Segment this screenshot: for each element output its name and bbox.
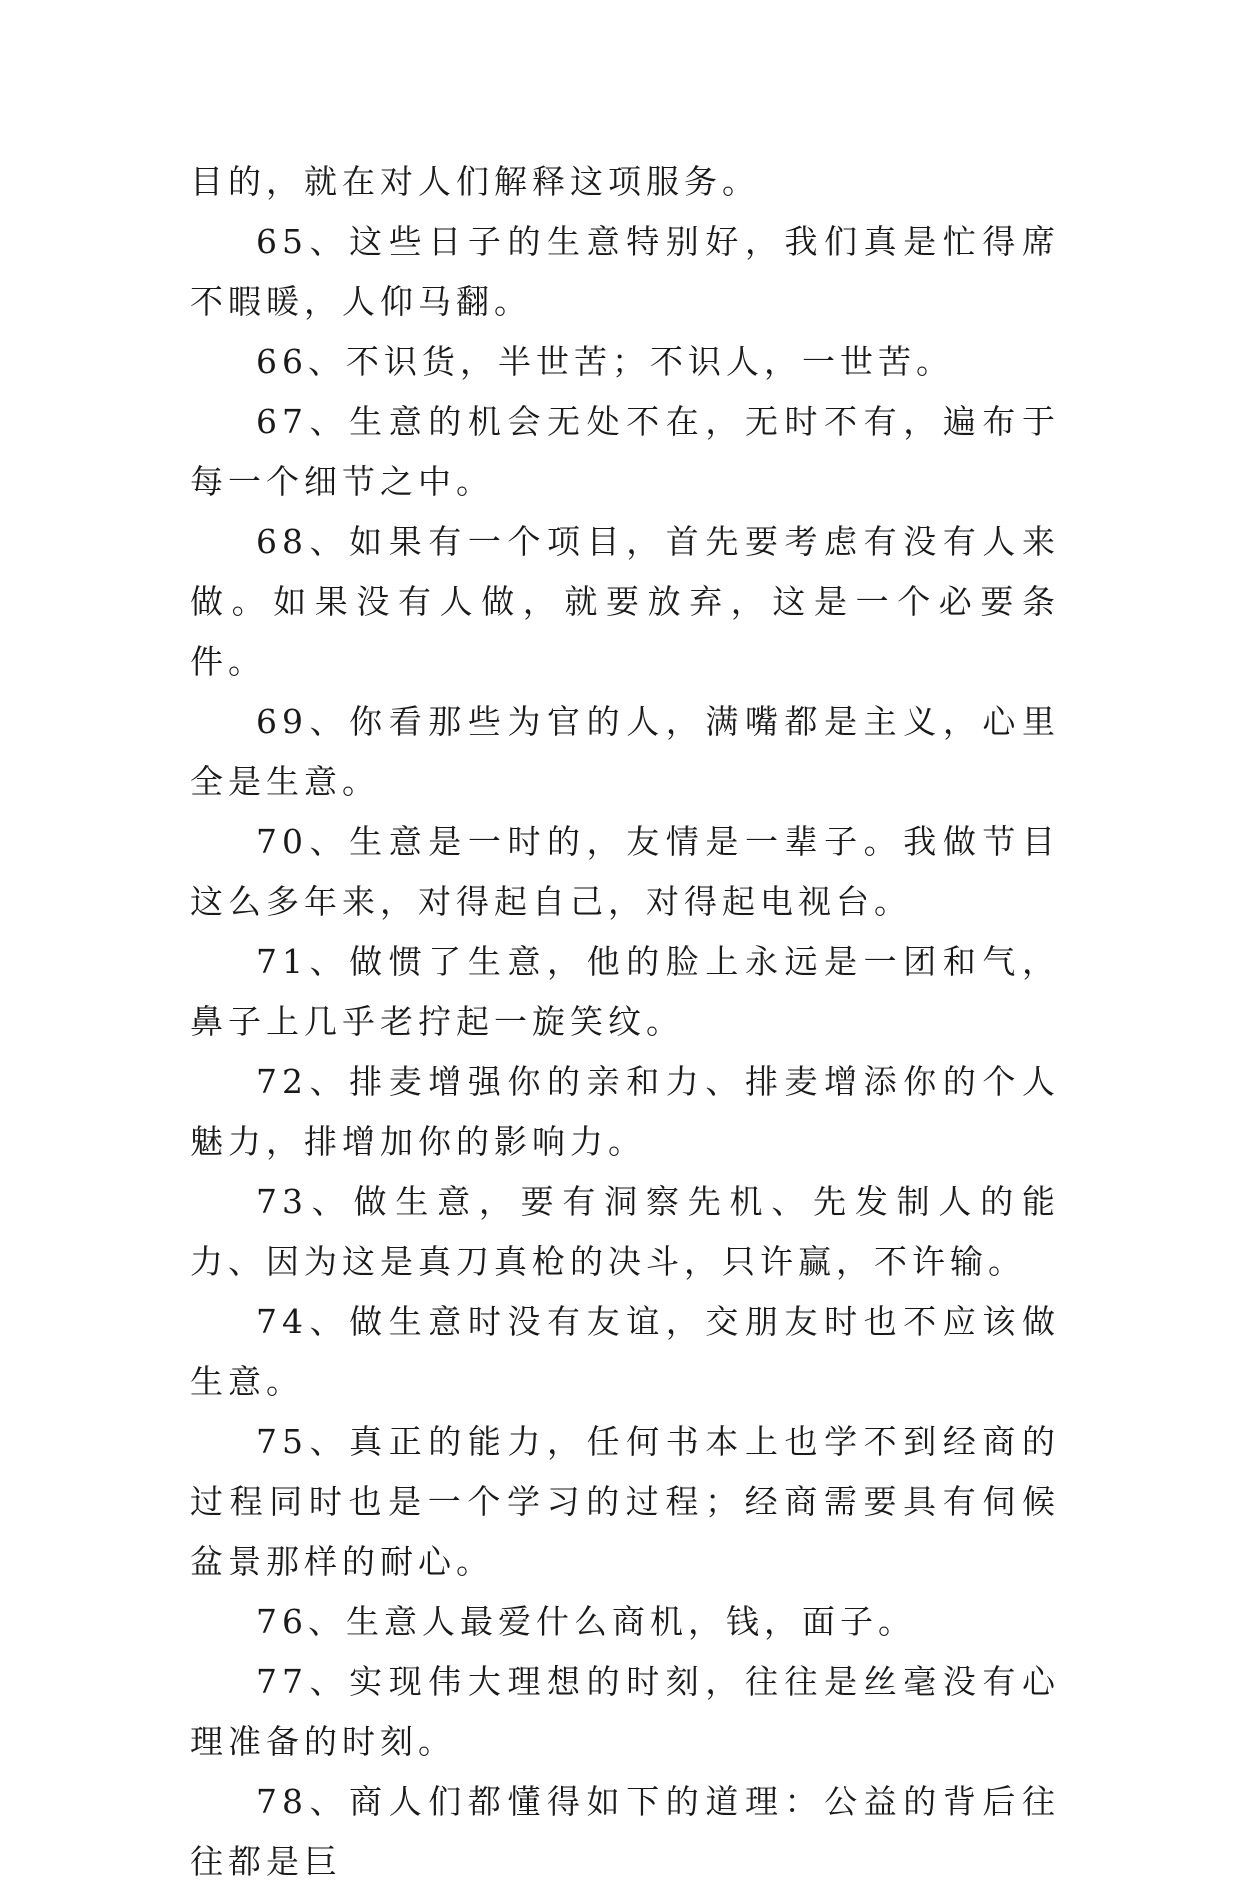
paragraph-65: 65、这些日子的生意特别好，我们真是忙得席不暇暖，人仰马翻。 [190,222,1060,321]
paragraph-72: 72、排麦增强你的亲和力、排麦增添你的个人魅力，排增加你的影响力。 [190,1062,1060,1161]
paragraph-66: 66、不识货，半世苦；不识人，一世苦。 [256,342,954,381]
document-body [190,152,1060,1892]
paragraph-67: 67、生意的机会无处不在，无时不有，遍布于每一个细节之中。 [190,402,1060,501]
paragraph-77: 77、实现伟大理想的时刻，往往是丝毫没有心理准备的时刻。 [190,1662,1060,1761]
paragraph-69: 69、你看那些为官的人，满嘴都是主义，心里全是生意。 [190,702,1060,801]
paragraph-76: 76、生意人最爱什么商机，钱，面子。 [256,1602,916,1641]
paragraph-73: 73、做生意，要有洞察先机、先发制人的能力、因为这是真刀真枪的决斗，只许赢，不许输。 [190,1182,1060,1281]
paragraph-70: 70、生意是一时的，友情是一辈子。我做节目这么多年来，对得起自己，对得起电视台。 [190,822,1060,921]
paragraph-78: 78、商人们都懂得如下的道理：公益的背后往往都是巨 [190,1782,1060,1881]
paragraph-continuation: 目的，就在对人们解释这项服务。 [190,162,760,201]
paragraph-75: 75、真正的能力，任何书本上也学不到经商的过程同时也是一个学习的过程；经商需要具有伺候盆景那样的耐心。 [190,1422,1060,1581]
paragraph-71: 71、做惯了生意，他的脸上永远是一团和气，鼻子上几乎老拧起一旋笑纹。 [190,942,1060,1041]
paragraph-68: 68、如果有一个项目，首先要考虑有没有人来做。如果没有人做，就要放弃，这是一个必要条件。 [190,522,1060,681]
paragraph-74: 74、做生意时没有友谊，交朋友时也不应该做生意。 [190,1302,1060,1401]
